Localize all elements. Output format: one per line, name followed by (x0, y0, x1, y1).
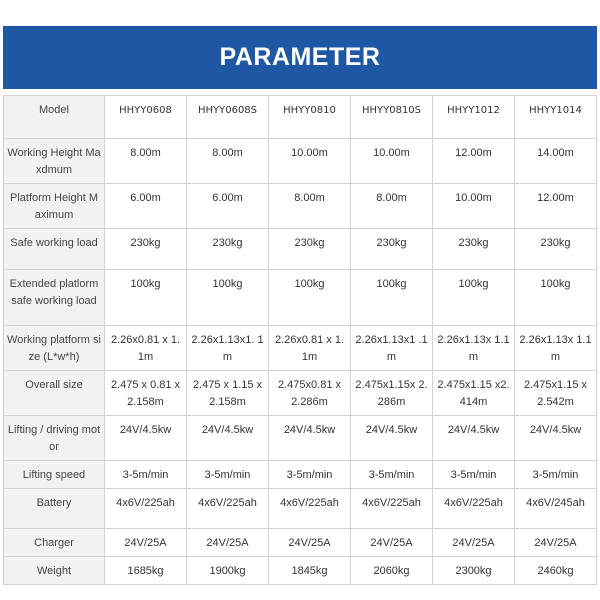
model-header: HHYY0810 (269, 96, 351, 139)
table-cell: 12.00m (515, 184, 597, 229)
table-cell: 230kg (105, 229, 187, 270)
table-cell: 24V/4.5kw (269, 416, 351, 461)
row-label: Platform Height Maximum (4, 184, 105, 229)
table-row (4, 489, 597, 529)
table-cell: 4x6V/225ah (433, 489, 515, 529)
table-cell: 2.26x1.13x 1.1m (433, 326, 515, 371)
table-cell: 24V/25A (351, 529, 433, 557)
table-cell: 100kg (269, 270, 351, 326)
table-cell: 100kg (433, 270, 515, 326)
table-cell: 6.00m (187, 184, 269, 229)
table-cell: 24V/25A (269, 529, 351, 557)
row-label: Lifting speed (4, 461, 105, 489)
table-cell: 3-5m/min (351, 461, 433, 489)
table-cell: 24V/4.5kw (105, 416, 187, 461)
table-row (4, 371, 597, 416)
model-header: HHYY0608 (105, 96, 187, 139)
row-label: Battery (4, 489, 105, 529)
table-cell: 2.475x0.81 x 2.286m (269, 371, 351, 416)
table-cell: 24V/25A (515, 529, 597, 557)
table-cell: 1900kg (187, 557, 269, 585)
row-label: Overall size (4, 371, 105, 416)
table-row (4, 529, 597, 557)
row-label: Weight (4, 557, 105, 585)
table-cell: 3-5m/min (433, 461, 515, 489)
table-cell: 100kg (187, 270, 269, 326)
table-cell: 12.00m (433, 139, 515, 184)
table-cell: 100kg (515, 270, 597, 326)
table-cell: 2.26x1.13x1 .1m (351, 326, 433, 371)
table-cell: 1845kg (269, 557, 351, 585)
table-cell: 1685kg (105, 557, 187, 585)
table-cell: 24V/4.5kw (351, 416, 433, 461)
table-cell: 2.475x1.15 x2.414m (433, 371, 515, 416)
table-cell: 2.475 x 0.81 x 2.158m (105, 371, 187, 416)
table-cell: 8.00m (269, 184, 351, 229)
table-cell: 3-5m/min (105, 461, 187, 489)
table-cell: 24V/25A (433, 529, 515, 557)
table-cell: 6.00m (105, 184, 187, 229)
row-label: Safe working load (4, 229, 105, 270)
table-cell: 4x6V/225ah (187, 489, 269, 529)
table-cell: 100kg (351, 270, 433, 326)
table-cell: 24V/4.5kw (433, 416, 515, 461)
table-cell: 4x6V/225ah (269, 489, 351, 529)
table-cell: 8.00m (351, 184, 433, 229)
table-cell: 4x6V/225ah (351, 489, 433, 529)
table-cell: 2.475x1.15x 2.286m (351, 371, 433, 416)
table-cell: 4x6V/225ah (105, 489, 187, 529)
parameter-table-container (3, 95, 597, 585)
row-label: Working Height Maxdmum (4, 139, 105, 184)
row-label: Working platform size (L*w*h) (4, 326, 105, 371)
table-row (4, 270, 597, 326)
table-header-row (4, 96, 597, 139)
row-label: Model (4, 96, 105, 139)
table-cell: 230kg (515, 229, 597, 270)
table-row (4, 139, 597, 184)
table-cell: 2.475x1.15 x 2.542m (515, 371, 597, 416)
table-cell: 230kg (351, 229, 433, 270)
table-cell: 3-5m/min (269, 461, 351, 489)
parameter-table-body (4, 96, 597, 585)
table-cell: 2.26x0.81 x 1.1m (105, 326, 187, 371)
table-cell: 10.00m (351, 139, 433, 184)
table-row (4, 229, 597, 270)
table-cell: 3-5m/min (187, 461, 269, 489)
table-cell: 14.00m (515, 139, 597, 184)
model-header: HHYY0810S (351, 96, 433, 139)
table-cell: 230kg (433, 229, 515, 270)
table-cell: 10.00m (269, 139, 351, 184)
table-cell: 2060kg (351, 557, 433, 585)
table-cell: 2.475 x 1.15 x 2.158m (187, 371, 269, 416)
row-label: Lifting / driving motor (4, 416, 105, 461)
model-header: HHYY0608S (187, 96, 269, 139)
table-cell: 4x6V/245ah (515, 489, 597, 529)
table-cell: 100kg (105, 270, 187, 326)
table-cell: 230kg (187, 229, 269, 270)
table-cell: 10.00m (433, 184, 515, 229)
table-row (4, 416, 597, 461)
table-cell: 2.26x1.13x 1.1m (515, 326, 597, 371)
table-cell: 3-5m/min (515, 461, 597, 489)
model-header: HHYY1014 (515, 96, 597, 139)
title-banner (3, 26, 597, 89)
table-row (4, 184, 597, 229)
table-cell: 8.00m (105, 139, 187, 184)
table-row (4, 326, 597, 371)
table-row (4, 461, 597, 489)
table-cell: 24V/25A (187, 529, 269, 557)
table-cell: 2300kg (433, 557, 515, 585)
table-cell: 2.26x1.13x1. 1m (187, 326, 269, 371)
row-label: Charger (4, 529, 105, 557)
table-cell: 24V/4.5kw (515, 416, 597, 461)
table-cell: 24V/4.5kw (187, 416, 269, 461)
table-cell: 2460kg (515, 557, 597, 585)
table-cell: 230kg (269, 229, 351, 270)
table-row (4, 557, 597, 585)
table-cell: 24V/25A (105, 529, 187, 557)
row-label: Extended platlorm safe working load (4, 270, 105, 326)
parameter-table (3, 95, 597, 585)
model-header: HHYY1012 (433, 96, 515, 139)
page-title: PARAMETER (219, 43, 381, 71)
table-cell: 2.26x0.81 x 1.1m (269, 326, 351, 371)
table-cell: 8.00m (187, 139, 269, 184)
